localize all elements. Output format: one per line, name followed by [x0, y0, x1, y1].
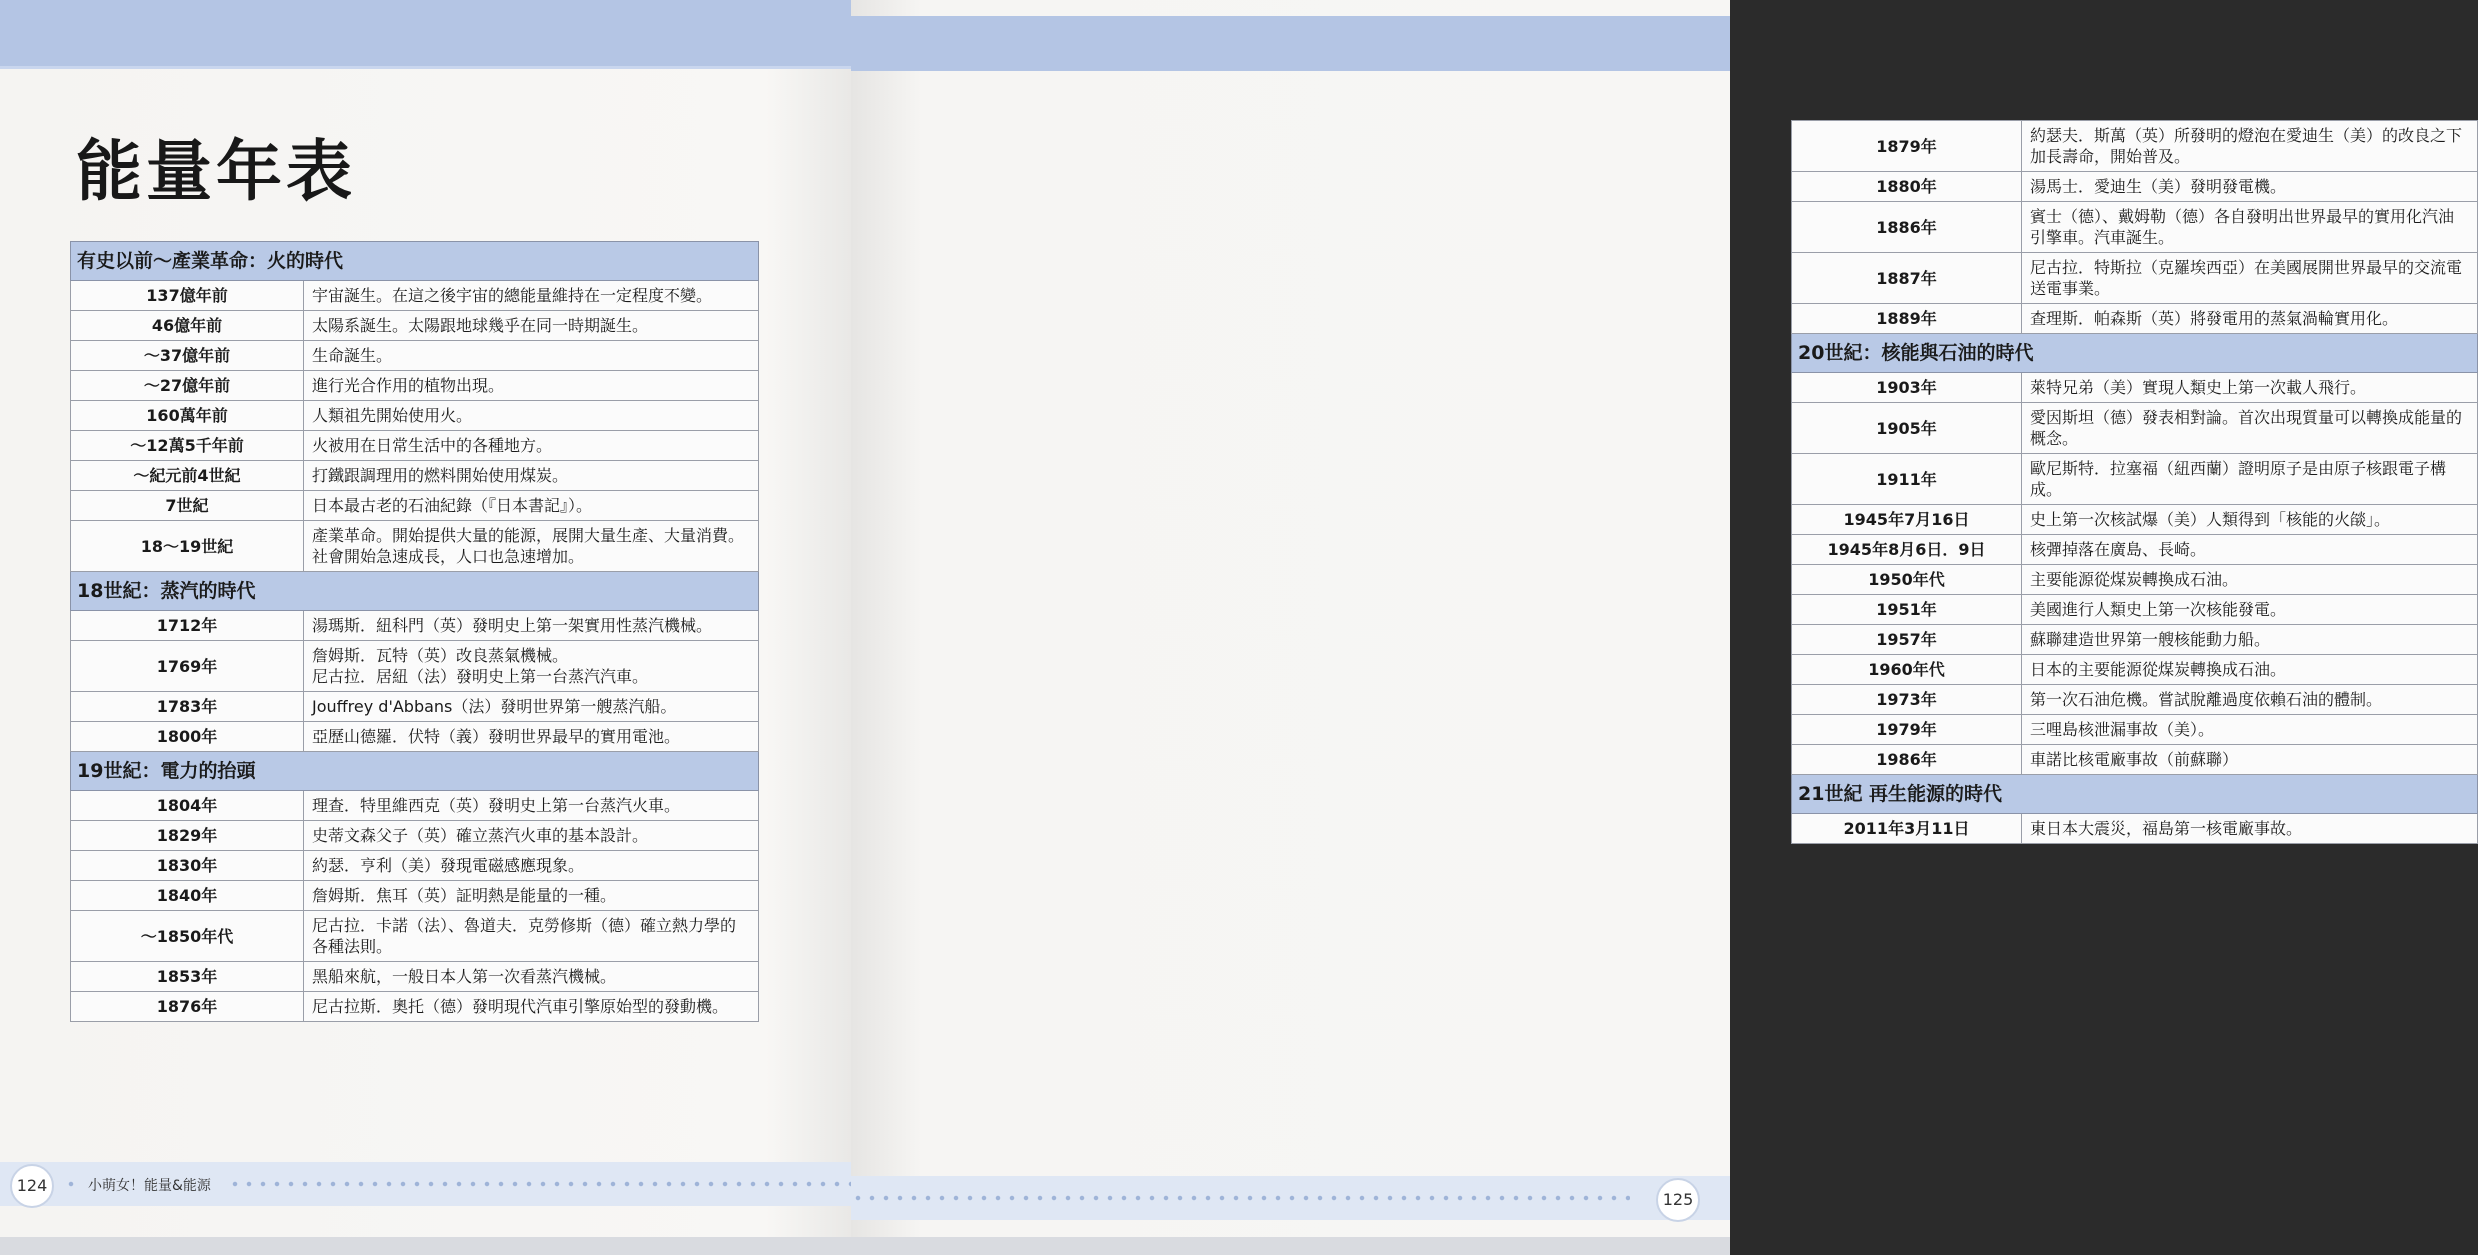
timeline-event-text: 蘇聯建造世界第一艘核能動力船。	[2030, 630, 2271, 649]
page-number-left: 124	[10, 1164, 54, 1208]
timeline-event-text: 宇宙誕生。在這之後宇宙的總能量維持在一定程度不變。	[312, 286, 713, 305]
timeline-row	[71, 371, 759, 401]
timeline-event-text: 查理斯．帕森斯（英）將發電用的蒸氣渦輪實用化。	[2030, 309, 2399, 328]
timeline-date: ～27億年前	[71, 371, 304, 401]
timeline-event-text: 火被用在日常生活中的各種地方。	[312, 436, 553, 455]
timeline-event	[304, 311, 759, 341]
timeline-date: 1957年	[1792, 625, 2022, 655]
timeline-row	[71, 992, 759, 1022]
timeline-event	[2022, 172, 2478, 202]
timeline-event-text: 太陽系誕生。太陽跟地球幾乎在同一時期誕生。	[312, 316, 649, 335]
timeline-date: 1945年8月6日．9日	[1792, 535, 2022, 565]
timeline-event	[2022, 535, 2478, 565]
timeline-event	[2022, 625, 2478, 655]
timeline-event-text: 進行光合作用的植物出現。	[312, 376, 505, 395]
timeline-event	[304, 992, 759, 1022]
timeline-event	[2022, 121, 2478, 172]
timeline-event-text: 史蒂文森父子（英）確立蒸汽火車的基本設計。	[312, 826, 649, 845]
timeline-event	[304, 611, 759, 641]
timeline-date: 2011年3月11日	[1792, 814, 2022, 844]
timeline-date: ～37億年前	[71, 341, 304, 371]
timeline-table-left	[70, 241, 759, 1022]
timeline-event	[304, 692, 759, 722]
timeline-event	[304, 401, 759, 431]
timeline-event-text: 歐尼斯特．拉塞福（紐西蘭）證明原子是由原子核跟電子構成。	[2030, 459, 2447, 499]
timeline-date: 7世紀	[71, 491, 304, 521]
timeline-event-text: 詹姆斯．焦耳（英）証明熱是能量的一種。	[312, 886, 617, 905]
timeline-event	[2022, 655, 2478, 685]
timeline-date: 1889年	[1792, 304, 2022, 334]
timeline-row	[71, 692, 759, 722]
timeline-event-text: 湯瑪斯．紐科門（英）發明史上第一架實用性蒸汽機械。	[312, 616, 713, 635]
timeline-date: 18～19世紀	[71, 521, 304, 572]
timeline-row	[71, 821, 759, 851]
timeline-event-text: 日本的主要能源從煤炭轉換成石油。	[2030, 660, 2287, 679]
timeline-row	[71, 851, 759, 881]
top-color-band	[851, 16, 1730, 71]
page-title: 能量年表	[76, 133, 356, 210]
era-section-header	[1792, 334, 2478, 373]
timeline-event-text: 約瑟夫．斯萬（英）所發明的燈泡在愛迪生（美）的改良之下加長壽命，開始普及。	[2030, 126, 2463, 166]
timeline-row	[71, 881, 759, 911]
timeline-date: 160萬年前	[71, 401, 304, 431]
timeline-row	[1792, 202, 2478, 253]
left-page	[0, 0, 851, 1255]
timeline-event-text: 約瑟．亨利（美）發現電磁感應現象。	[312, 856, 585, 875]
right-page	[851, 0, 2463, 1255]
timeline-table-right	[1791, 120, 2478, 844]
timeline-date: 1911年	[1792, 454, 2022, 505]
timeline-date: 1879年	[1792, 121, 2022, 172]
timeline-event	[2022, 373, 2478, 403]
timeline-date: 1769年	[71, 641, 304, 692]
timeline-event-text: 主要能源從煤炭轉換成石油。	[2030, 570, 2239, 589]
timeline-row	[1792, 745, 2478, 775]
era-section-label: 有史以前～產業革命：火的時代	[71, 242, 759, 281]
timeline-row	[71, 791, 759, 821]
timeline-event	[304, 911, 759, 962]
timeline-event-text: 日本最古老的石油紀錄（『日本書記』）。	[312, 496, 593, 515]
timeline-event	[304, 371, 759, 401]
timeline-event-text: 詹姆斯．瓦特（英）改良蒸氣機械。	[312, 646, 569, 665]
footer-dots	[64, 1180, 80, 1188]
timeline-event	[304, 461, 759, 491]
timeline-row	[71, 341, 759, 371]
timeline-event	[2022, 745, 2478, 775]
timeline-date: 1973年	[1792, 685, 2022, 715]
timeline-date: 1887年	[1792, 253, 2022, 304]
timeline-event	[304, 881, 759, 911]
timeline-date: 1945年7月16日	[1792, 505, 2022, 535]
timeline-event-text: 產業革命。開始提供大量的能源，展開大量生產、大量消費。社會開始急速成長，人口也急速增加。	[312, 526, 745, 566]
timeline-row	[71, 611, 759, 641]
timeline-date: 1853年	[71, 962, 304, 992]
timeline-event	[304, 521, 759, 572]
timeline-event-text: 車諾比核電廠事故（前蘇聯）	[2030, 750, 2239, 769]
era-section-label: 21世紀 再生能源的時代	[1792, 775, 2478, 814]
timeline-row	[71, 311, 759, 341]
timeline-row	[1792, 253, 2478, 304]
timeline-event-text: 史上第一次核試爆（美）人類得到「核能的火燄」。	[2030, 510, 2391, 529]
era-section-label: 19世紀：電力的抬頭	[71, 752, 759, 791]
timeline-date: 1960年代	[1792, 655, 2022, 685]
timeline-date: 1830年	[71, 851, 304, 881]
timeline-date: 1979年	[1792, 715, 2022, 745]
timeline-event-text: 東日本大震災，福島第一核電廠事故。	[2030, 819, 2303, 838]
footer-dots	[228, 1180, 851, 1188]
timeline-event	[304, 962, 759, 992]
timeline-row	[1792, 685, 2478, 715]
timeline-event-text: Jouffrey d'Abbans（法）發明世界第一艘蒸汽船。	[312, 697, 677, 716]
timeline-event	[2022, 253, 2478, 304]
timeline-row	[1792, 304, 2478, 334]
book-bottom-edge	[0, 1237, 1730, 1255]
timeline-row	[71, 962, 759, 992]
timeline-row	[1792, 535, 2478, 565]
timeline-row	[1792, 655, 2478, 685]
timeline-row	[1792, 121, 2478, 172]
timeline-row	[71, 491, 759, 521]
timeline-event	[2022, 403, 2478, 454]
timeline-event	[304, 431, 759, 461]
timeline-event	[2022, 685, 2478, 715]
era-section-label: 18世紀：蒸汽的時代	[71, 572, 759, 611]
timeline-event	[304, 722, 759, 752]
timeline-row	[71, 461, 759, 491]
timeline-date: ～1850年代	[71, 911, 304, 962]
timeline-date: 1905年	[1792, 403, 2022, 454]
timeline-event	[304, 491, 759, 521]
timeline-event	[2022, 505, 2478, 535]
page-number-right: 125	[1656, 1178, 1700, 1222]
timeline-event-text: 尼古拉斯．奧托（德）發明現代汽車引擎原始型的發動機。	[312, 997, 729, 1016]
timeline-event-text: 亞歷山德羅．伏特（義）發明世界最早的實用電池。	[312, 727, 681, 746]
timeline-date: 1986年	[1792, 745, 2022, 775]
timeline-event	[304, 821, 759, 851]
timeline-event-text: 核彈掉落在廣島、長崎。	[2030, 540, 2207, 559]
timeline-row	[1792, 625, 2478, 655]
timeline-event	[2022, 202, 2478, 253]
timeline-date: 1712年	[71, 611, 304, 641]
timeline-event-text: 美國進行人類史上第一次核能發電。	[2030, 600, 2287, 619]
timeline-event-text: 三哩島核泄漏事故（美）。	[2030, 720, 2215, 739]
timeline-date: 1880年	[1792, 172, 2022, 202]
timeline-row	[71, 431, 759, 461]
footer-dots	[851, 1194, 1630, 1202]
timeline-row	[71, 722, 759, 752]
timeline-date: 1886年	[1792, 202, 2022, 253]
timeline-event	[2022, 565, 2478, 595]
timeline-date: 1829年	[71, 821, 304, 851]
timeline-event	[2022, 454, 2478, 505]
era-section-header	[1792, 775, 2478, 814]
timeline-row	[1792, 373, 2478, 403]
timeline-event-text: 黑船來航，一般日本人第一次看蒸汽機械。	[312, 967, 617, 986]
timeline-event	[304, 791, 759, 821]
timeline-row	[1792, 814, 2478, 844]
timeline-event	[304, 281, 759, 311]
timeline-date: 46億年前	[71, 311, 304, 341]
timeline-date: 1903年	[1792, 373, 2022, 403]
era-section-label: 20世紀：核能與石油的時代	[1792, 334, 2478, 373]
timeline-date: 1800年	[71, 722, 304, 752]
timeline-date: 1951年	[1792, 595, 2022, 625]
timeline-row	[71, 401, 759, 431]
timeline-date: 1876年	[71, 992, 304, 1022]
era-section-header	[71, 572, 759, 611]
timeline-event-text: 尼古拉．特斯拉（克羅埃西亞）在美國展開世界最早的交流電送電事業。	[2030, 258, 2463, 298]
timeline-date: 1804年	[71, 791, 304, 821]
timeline-event-text: 湯馬士．愛迪生（美）發明發電機。	[2030, 177, 2287, 196]
timeline-event-text: 生命誕生。	[312, 346, 393, 365]
timeline-row	[1792, 595, 2478, 625]
timeline-event-text: 第一次石油危機。嘗試脫離過度依賴石油的體制。	[2030, 690, 2383, 709]
timeline-event	[2022, 814, 2478, 844]
timeline-row	[71, 641, 759, 692]
era-section-header	[71, 242, 759, 281]
era-section-header	[71, 752, 759, 791]
timeline-row	[1792, 505, 2478, 535]
timeline-event-text: 尼古拉．居紐（法）發明史上第一台蒸汽汽車。	[312, 667, 649, 686]
timeline-row	[71, 521, 759, 572]
timeline-date: 1840年	[71, 881, 304, 911]
timeline-event-text: 人類祖先開始使用火。	[312, 406, 473, 425]
footer-book-title: 小萌女！能量&能源	[88, 1178, 211, 1194]
timeline-row	[1792, 172, 2478, 202]
timeline-event-text: 賓士（德）、戴姆勒（德）各自發明出世界最早的實用化汽油引擎車。汽車誕生。	[2030, 207, 2455, 247]
timeline-date: 1950年代	[1792, 565, 2022, 595]
timeline-row	[1792, 565, 2478, 595]
timeline-event	[304, 641, 759, 692]
timeline-date: 1783年	[71, 692, 304, 722]
timeline-event	[2022, 304, 2478, 334]
timeline-row	[1792, 715, 2478, 745]
timeline-row	[1792, 403, 2478, 454]
timeline-event	[2022, 715, 2478, 745]
timeline-event-text: 萊特兄弟（美）實現人類史上第一次載人飛行。	[2030, 378, 2367, 397]
timeline-event	[304, 851, 759, 881]
timeline-date: ～12萬5千年前	[71, 431, 304, 461]
timeline-row	[71, 911, 759, 962]
timeline-event-text: 理查．特里維西克（英）發明史上第一台蒸汽火車。	[312, 796, 681, 815]
timeline-event-text: 尼古拉．卡諾（法）、魯道夫．克勞修斯（德）確立熱力學的各種法則。	[312, 916, 737, 956]
top-color-band	[0, 0, 851, 69]
timeline-event-text: 打鐵跟調理用的燃料開始使用煤炭。	[312, 466, 569, 485]
timeline-event-text: 愛因斯坦（德）發表相對論。首次出現質量可以轉換成能量的概念。	[2030, 408, 2463, 448]
timeline-event	[2022, 595, 2478, 625]
timeline-date: 137億年前	[71, 281, 304, 311]
timeline-row	[71, 281, 759, 311]
timeline-event	[304, 341, 759, 371]
timeline-date: ～紀元前4世紀	[71, 461, 304, 491]
timeline-row	[1792, 454, 2478, 505]
